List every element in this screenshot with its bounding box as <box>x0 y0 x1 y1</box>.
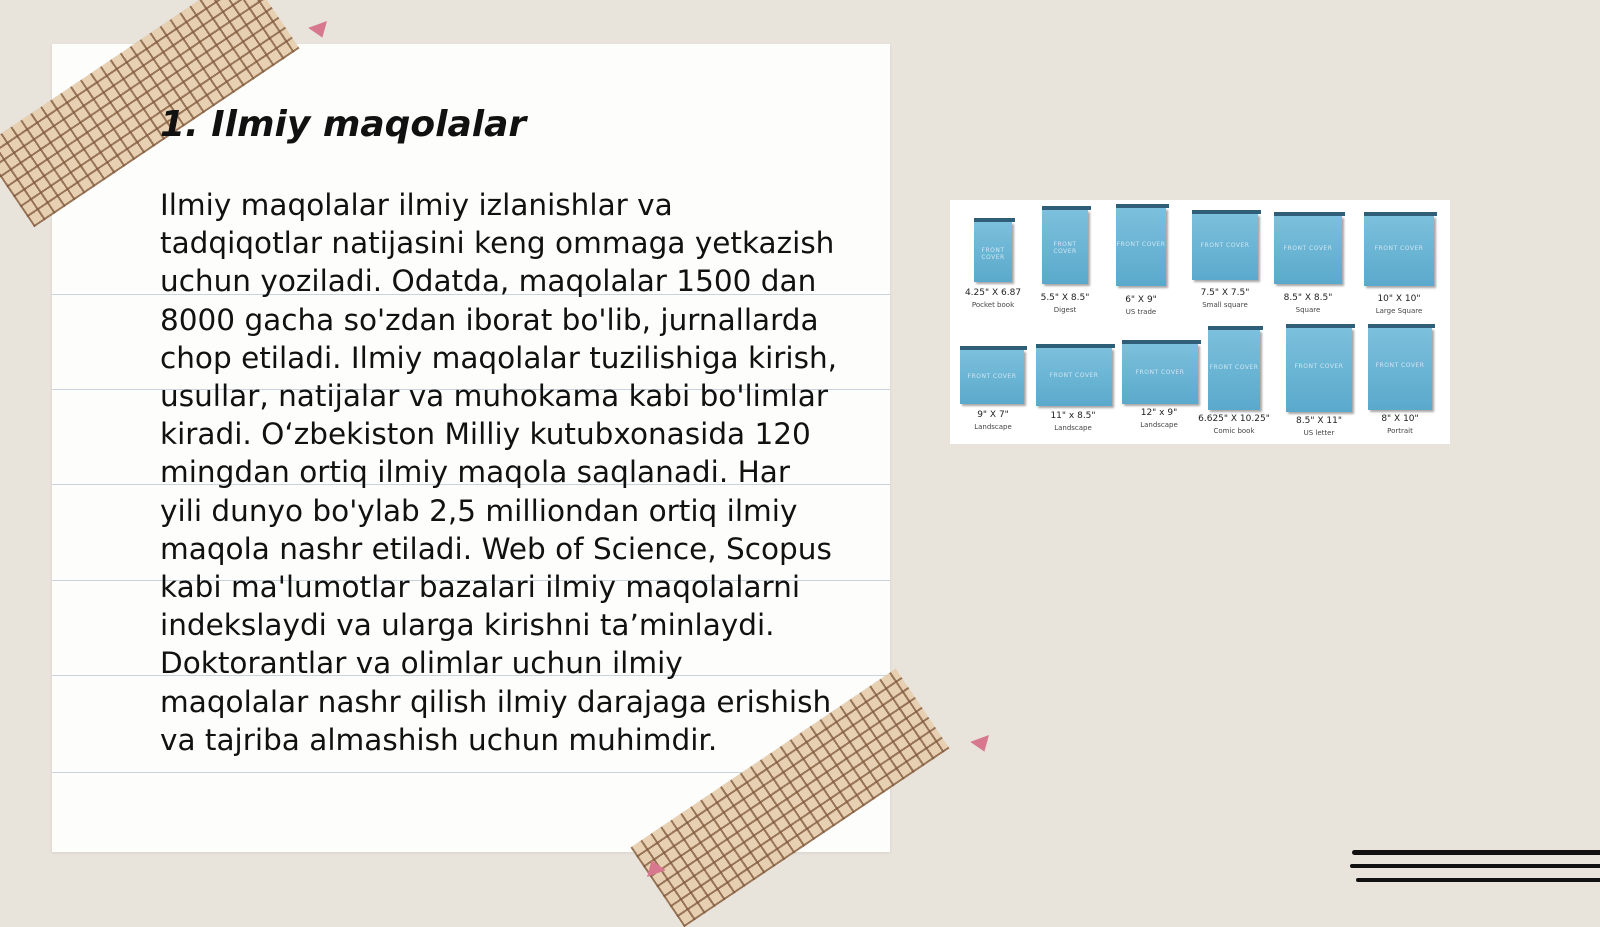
book-cover <box>1208 330 1260 410</box>
book-cover <box>1286 328 1352 412</box>
book-sizes-image <box>950 200 1450 444</box>
cover-text: FRONT COVER <box>1200 241 1250 249</box>
cover-text: FRONT COVER <box>1374 245 1424 253</box>
pin-icon <box>970 735 994 755</box>
book-cover <box>1274 216 1342 284</box>
book-size-label: 8" X 10" <box>1381 414 1419 424</box>
decorative-stroke <box>1356 878 1600 882</box>
book-type-label: Digest <box>1053 306 1077 314</box>
book-type-label: Landscape <box>1140 421 1178 429</box>
book-type-label: Pocket book <box>971 301 1015 309</box>
book-size-label: 7.5" X 7.5" <box>1200 288 1250 298</box>
book-type-label: Large Square <box>1375 307 1423 315</box>
book-cover <box>1116 208 1166 286</box>
cover-text: FRONT COVER <box>981 247 1005 262</box>
book-type-label: US trade <box>1125 308 1157 316</box>
book-type-label: US letter <box>1303 429 1335 437</box>
book-type-label: Portrait <box>1387 427 1413 435</box>
book-size-label: 6" X 9" <box>1125 295 1157 305</box>
book-size-label: 10" X 10" <box>1377 294 1421 304</box>
cover-text: FRONT COVER <box>1294 363 1344 371</box>
cover-text: FRONT COVER <box>967 372 1017 380</box>
book-cover <box>1368 328 1432 410</box>
cover-text: FRONT COVER <box>1135 369 1185 377</box>
cover-text: FRONT COVER <box>1053 241 1077 256</box>
book-type-label: Comic book <box>1213 427 1255 435</box>
slide-body-text: Ilmiy maqolalar ilmiy izlanishlar va tadqiqotlar natijasini keng ommaga yetkazish uchun yoziladi. Odatda, maqolalar 1500 dan 8000 gacha so'zdan iborat bo'lib, jurnallarda chop etiladi. Ilmiy maqolalar tuzilishiga kirish, usullar, natijalar va muhokama kabi bo'limlar kiradi. O‘zbekiston Milliy kutubxonasida 120 mingdan ortiq ilmiy maqola saqlanadi. Har yili dunyo bo'ylab 2,5 milliondan ortiq ilmiy maqola nashr etiladi. Web of Science, Scopus kabi ma'lumotlar bazalari ilmiy maqolalarni indekslaydi va ularga kirishni ta’minlaydi. Doktorantlar va olimlar uchun ilmiy maqolalar nashr qilish ilmiy darajaga erishish va tajriba almashish uchun muhimdir. <box>160 188 838 757</box>
book-cover <box>1192 214 1258 280</box>
book-cover <box>1364 216 1434 286</box>
pin-icon <box>308 21 332 41</box>
decorative-stroke <box>1352 850 1600 855</box>
book-type-label: Landscape <box>1054 424 1092 432</box>
book-size-label: 11" x 8.5" <box>1050 411 1096 421</box>
book-size-label: 9" X 7" <box>977 410 1009 420</box>
book-size-label: 5.5" X 8.5" <box>1040 293 1090 303</box>
book-type-label: Square <box>1295 306 1321 314</box>
book-size-label: 4.25" X 6.87 <box>964 288 1022 298</box>
book-type-label: Small square <box>1202 301 1248 309</box>
decorative-stroke <box>1350 864 1600 868</box>
book-cover <box>1042 210 1088 284</box>
book-cover <box>1122 344 1198 404</box>
book-size-label: 6.625" X 10.25" <box>1198 414 1270 424</box>
book-size-label: 8.5" X 8.5" <box>1283 293 1333 303</box>
slide-title: 1. Ilmiy maqolalar <box>160 104 527 145</box>
book-size-label: 12" x 9" <box>1140 408 1178 418</box>
cover-text: FRONT COVER <box>1209 363 1259 371</box>
book-type-label: Landscape <box>974 423 1012 431</box>
book-size-label: 8.5" X 11" <box>1296 416 1342 426</box>
cover-text: FRONT COVER <box>1375 362 1425 370</box>
book-cover <box>974 222 1012 282</box>
book-cover <box>960 350 1024 404</box>
cover-text: FRONT COVER <box>1116 240 1166 248</box>
book-cover <box>1036 348 1112 406</box>
cover-text: FRONT COVER <box>1049 372 1099 380</box>
cover-text: FRONT COVER <box>1283 244 1333 252</box>
